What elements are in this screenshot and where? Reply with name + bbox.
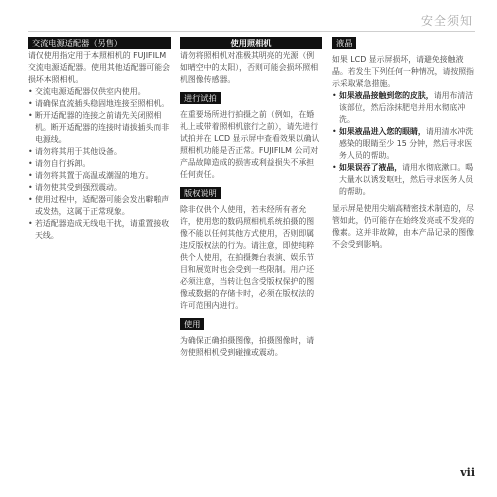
section-intro: 如果 LCD 显示屏损坏，请避免接触液晶。若发生下列任何一种情况，请按照指示采取紧急措施。 (332, 55, 475, 88)
column-camera-use (180, 37, 322, 359)
list-item (332, 126, 475, 162)
section-body: 在重要场所进行拍摄之前（例如，在婚礼上或带着照相机旅行之前），请先进行试拍并在 LCD 显示屏中查看效果以确认照相机功能是否正常。FUJIFILM 公司对产品故障造成的损害或利益损失不承担任何责任。 (180, 110, 320, 179)
list-item: • 若适配器造成无线电干扰，请重置接收天线。 (28, 218, 171, 242)
list-item: • 请勿自行拆卸。 (28, 158, 171, 170)
column-lcd (332, 37, 475, 251)
list-item-text: 请用清水冲洗感染的眼睛至少 15 分钟，然后寻求医务人员的帮助。 (339, 127, 474, 160)
list-item (332, 162, 475, 198)
list-item: • 使用过程中，适配器可能会发出噼啪声或发热，这属于正常现象。 (28, 194, 171, 218)
section-heading-test-shots: 进行试拍 (180, 92, 221, 104)
section-body: 请勿将照相机对准极其明亮的光源（例如晴空中的太阳），否则可能会损坏照相机图像传感器。 (180, 51, 319, 84)
list-item-lead: 如果液晶接触到您的皮肤， (339, 91, 434, 100)
list-item: • 请勿使其受到强烈震动。 (28, 182, 171, 194)
list-item: • 请确保直流插头稳固地连接至照相机。 (28, 98, 171, 110)
list-item-lead: 如果误吞了液晶， (339, 163, 403, 172)
section-heading-copyright: 版权说明 (180, 187, 221, 199)
section-heading-using-camera: 使用照相机 (180, 37, 322, 49)
list-item (332, 90, 475, 126)
page-number: vii (460, 466, 475, 479)
section-body: 为确保正确拍摄图像，拍摄图像时，请勿使照相机受到碰撞或震动。 (180, 336, 315, 357)
list-item-text: 请用水彻底漱口。喝大量水以诱发呕吐，然后寻求医务人员的帮助。 (339, 163, 474, 196)
list-item-text: 请用布清洁该部位，然后涂抹肥皂并用水彻底冲洗。 (339, 91, 474, 124)
list-item: • 请勿将其置于高温或潮湿的地方。 (28, 170, 171, 182)
header-rule (28, 31, 475, 32)
list-item: • 请勿将其用于其他设备。 (28, 146, 171, 158)
bullet-list (28, 86, 171, 242)
section-closing: 显示屏是使用尖端高精密技术制造的，尽管如此，仍可能存在始终发亮或不发亮的像素。这并非故障，由本产品记录的图像不会受到影响。 (332, 204, 475, 249)
list-item: • 断开适配器的连接之前请先关闭照相机。断开适配器的连接时请拔插头而非电源线。 (28, 110, 171, 146)
section-heading-ac-adapter: 交流电源适配器（另售） (28, 37, 171, 49)
list-item-lead: 如果液晶进入您的眼睛， (339, 127, 426, 136)
section-intro: 请仅使用指定用于本照相机的 FUJIFILM 交流电源适配器。使用其他适配器可能会损坏本照相机。 (28, 51, 171, 84)
section-heading-lcd: 液晶 (332, 37, 356, 49)
bullet-list (332, 90, 475, 198)
section-body: 除非仅供个人使用，若未经所有者允许，使用您的数码照相机系统拍摄的图像不能以任何其他方式使用，否则即属违反版权法的行为。请注意，即使纯粹供个人使用，在拍摄舞台表演、娱乐节目和展览时也会受到一些限制。用户还必须注意，当转让包含受版权保护的图像或数据的存储卡时，必须在版权法的许可范围内进行。 (180, 205, 315, 310)
page-header-title: 安全须知 (420, 14, 473, 28)
section-heading-handling: 使用 (180, 318, 204, 330)
list-item: • 交流电源适配器仅供室内使用。 (28, 86, 171, 98)
column-ac-adapter (28, 37, 171, 242)
